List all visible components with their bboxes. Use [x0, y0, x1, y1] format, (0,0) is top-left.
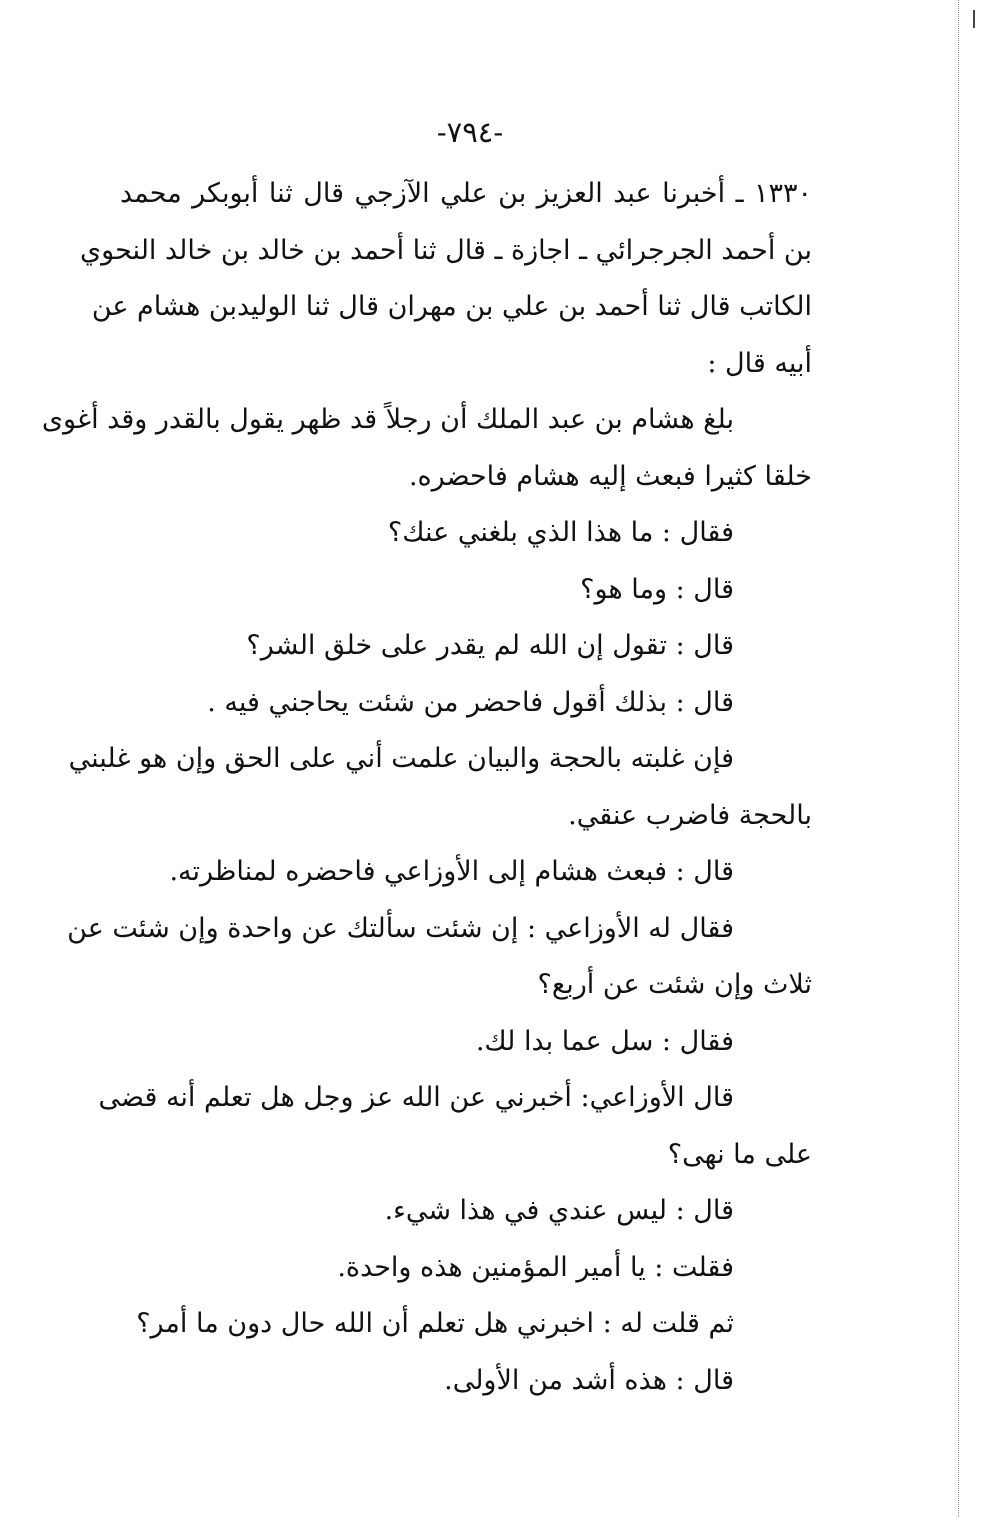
text-line: الكاتب قال ثنا أحمد بن علي بن مهران قال ثنا الوليدبن هشام عن: [91, 291, 812, 322]
text-line: بن أحمد الجرجرائي ـ اجازة ـ قال ثنا أحمد بن خالد بن خالد النحوي: [80, 234, 812, 266]
text-line: فإن غلبته بالحجة والبيان علمت أني على الحق وإن هو غلبني: [68, 743, 734, 774]
text-line: فقال : ما هذا الذي بلغني عنك؟: [387, 517, 734, 548]
text-line: خلقا كثيرا فبعث إليه هشام فاحضره.: [408, 460, 812, 492]
text-line: بالحجة فاضرب عنقي.: [568, 799, 812, 831]
text-line: قال : فبعث هشام إلى الأوزاعي فاحضره لمناظرته.: [169, 856, 734, 887]
body-text: [41, 166, 812, 1409]
text-line: فقال له الأوزاعي : إن شئت سألتك عن واحدة وإن شئت عن: [67, 912, 734, 944]
text-line: على ما نهى؟: [667, 1138, 812, 1170]
scan-edge-mark: [973, 10, 975, 28]
text-line: قال : وما هو؟: [580, 573, 734, 605]
text-line: ثلاث وإن شئت عن أربع؟: [537, 969, 812, 1000]
text-line: قال : تقول إن الله لم يقدر على خلق الشر؟: [246, 630, 734, 661]
text-line: بلغ هشام بن عبد الملك أن رجلاً قد ظهر يقول بالقدر وقد أغوى: [41, 404, 734, 435]
text-line: ثم قلت له : اخبرني هل تعلم أن الله حال دون ما أمر؟: [136, 1308, 734, 1339]
page-number: -٧٩٤-: [436, 115, 504, 149]
text-line: قال : بذلك أقول فاحضر من شئت يحاجني فيه .: [207, 686, 734, 718]
text-line: فقلت : يا أمير المؤمنين هذه واحدة.: [337, 1251, 734, 1283]
text-line: فقال : سل عما بدا لك.: [475, 1025, 734, 1057]
scan-edge-line: [958, 0, 959, 1517]
text-line: أبيه قال :: [707, 347, 812, 379]
text-line: قال : ليس عندي في هذا شيء.: [384, 1195, 734, 1226]
text-line: قال : هذه أشد من الأولى.: [444, 1364, 734, 1396]
text-line: ١٣٣٠ ـ أخبرنا عبد العزيز بن علي الآزجي قال ثنا أبوبكر محمد: [120, 178, 812, 209]
text-line: قال الأوزاعي: أخبرني عن الله عز وجل هل تعلم أنه قضى: [98, 1082, 734, 1113]
